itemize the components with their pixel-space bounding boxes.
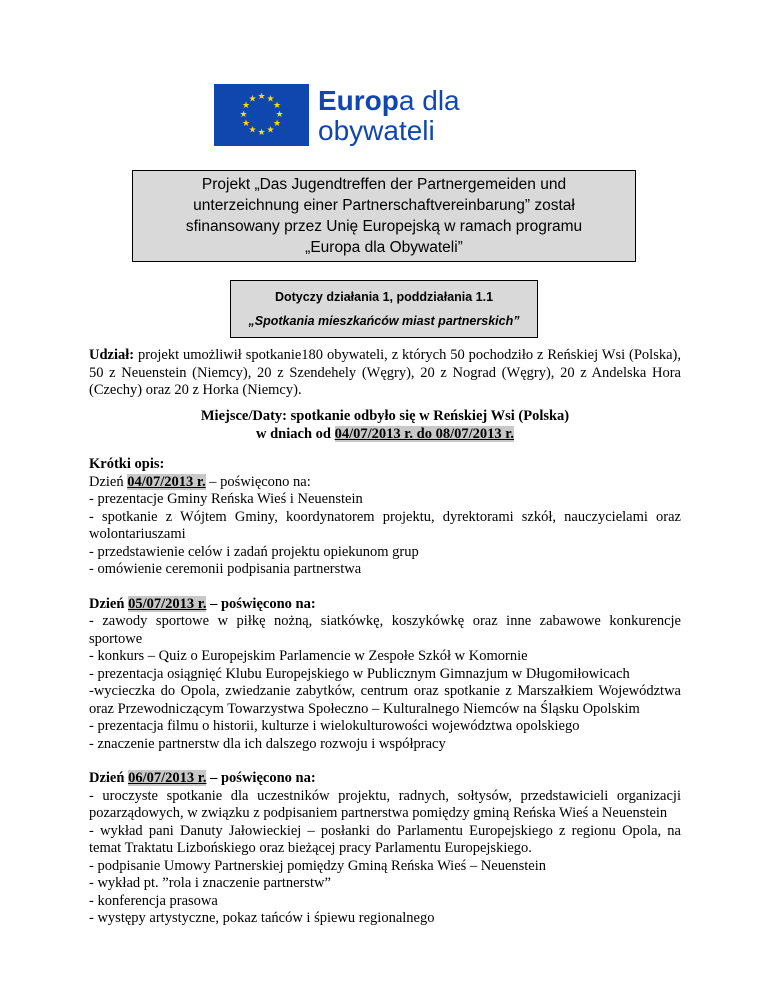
action-box <box>230 280 538 338</box>
list-item: -wycieczka do Opola, zwiedzanie zabytków, centrum oraz spotkanie z Marszałkiem Województwa oraz Przewodniczącym Towarzystwa Społeczno – Kulturalnego Niemców na Śląsku Opolskim <box>89 683 681 717</box>
svg-text:★: ★ <box>239 110 248 120</box>
svg-text:★: ★ <box>241 119 251 129</box>
svg-text:★: ★ <box>272 101 282 111</box>
list-item: - znaczenie partnerstw dla ich dalszego rozwoju i współpracy <box>89 735 446 752</box>
logo-wordmark <box>318 86 460 146</box>
svg-text:★: ★ <box>257 92 266 102</box>
svg-text:★: ★ <box>248 94 257 105</box>
title-line: unterzeichnung einer Partnerschaftvereinbarung” został <box>193 197 575 214</box>
summary-section <box>89 456 681 928</box>
svg-text:★: ★ <box>248 125 257 136</box>
list-item: - prezentacja osiągnięć Klubu Europejskiego w Publicznym Gimnazjum w Długomiłowicach <box>89 665 630 682</box>
list-item: - występy artystyczne, pokaz tańców i śpiewu regionalnego <box>89 910 435 926</box>
list-item: - wykład pt. ”rola i znaczenie partnerstw” <box>89 875 331 891</box>
participation-label: Udział: <box>89 347 135 363</box>
day-heading: Dzień 05/07/2013 r. – poświęcono na: <box>89 595 316 612</box>
list-item: - podpisanie Umowy Partnerskiej pomiędzy Gminą Reńska Wieś – Neuenstein <box>89 857 547 874</box>
day-heading: Dzień 04/07/2013 r. – poświęcono na: <box>89 473 311 490</box>
list-item: - wykład pani Danuty Jałowieckiej – posłanki do Parlamentu Europejskiego z regionu Opola, na temat Traktatu Lizbońskiego oraz bieżącej pracy Parlamentu Europejskiego. <box>89 822 681 856</box>
svg-text:★: ★ <box>241 101 251 111</box>
list-item: - konferencja prasowa <box>89 892 218 909</box>
day-heading: Dzień 06/07/2013 r. – poświęcono na: <box>89 770 316 786</box>
list-item: - prezentacja filmu o historii, kulturze i wielokulturowości województwa opolskiego <box>89 718 580 734</box>
list-item: - uroczyste spotkanie dla uczestników projektu, radnych, sołtysów, przedstawicieli organizacji pozarządowych, w związku z podpisaniem partnerstwa pomiędzy gminą Reńska Wieś a Neuenstein <box>89 787 681 821</box>
place-line: Miejsce/Daty: spotkanie odbyło się w Reńskiej Wsi (Polska) <box>200 408 570 424</box>
day-date: 05/07/2013 r. <box>128 595 207 612</box>
title-line: sfinansowany przez Unię Europejską w ramach programu <box>185 218 583 235</box>
list-item: - spotkanie z Wójtem Gminy, koordynatorem projektu, dyrektorami szkół, nauczycielami oraz wolontariuszami <box>89 508 681 542</box>
project-title-box <box>132 170 636 262</box>
logo-text-line2: obywateli <box>318 115 435 146</box>
title-line: Projekt „Das Jugendtreffen der Partnergemeiden und <box>201 176 567 193</box>
dates-prefix: w dniach od <box>256 425 335 442</box>
participation-text: projekt umożliwił spotkanie180 obywateli, z których 50 pochodziło z Reńskiej Wsi (Polska), 50 z Neuenstein (Niemcy), 20 z Szendehely (Węgry), 20 z Nograd (Węgry), 20 z Andelska Hora (Czechy) oraz 20 z Horka (Niemcy). <box>89 347 681 398</box>
action-line-1: Dotyczy działania 1, poddziałania 1.1 <box>274 290 494 304</box>
summary-heading: Krótki opis: <box>89 456 165 472</box>
action-line-2: „Spotkania mieszkańców miast partnerskich” <box>248 314 520 328</box>
svg-text:★: ★ <box>275 110 284 120</box>
dates-range: 04/07/2013 r. do 08/07/2013 r. <box>334 425 514 442</box>
svg-text:★: ★ <box>257 128 266 138</box>
title-line: „Europa dla Obywateli” <box>305 239 463 256</box>
list-item: - zawody sportowe w piłkę nożną, siatkówkę, koszykówkę oraz inne zabawowe konkurencje sportowe <box>89 613 681 647</box>
day-date: 04/07/2013 r. <box>127 473 206 490</box>
logo-text-rest: a dla <box>398 85 460 116</box>
svg-text:★: ★ <box>266 94 275 105</box>
logo-text-bold: Europ <box>318 85 399 116</box>
list-item: - prezentacje Gminy Reńska Wieś i Neuenstein <box>89 491 363 507</box>
list-item: - przedstawienie celów i zadań projektu opiekunom grup <box>89 543 419 560</box>
day-date: 06/07/2013 r. <box>128 770 207 786</box>
list-item: - konkurs – Quiz o Europejskim Parlamencie w Zespołe Szkół w Komornie <box>89 648 528 664</box>
svg-text:★: ★ <box>266 125 275 136</box>
svg-text:★: ★ <box>272 119 282 129</box>
list-item: - omówienie ceremonii podpisania partnerstwa <box>89 561 362 577</box>
participation-paragraph <box>89 347 681 400</box>
europa-dla-obywateli-logo <box>214 84 484 146</box>
place-dates <box>89 408 681 443</box>
eu-flag-icon <box>214 84 309 146</box>
